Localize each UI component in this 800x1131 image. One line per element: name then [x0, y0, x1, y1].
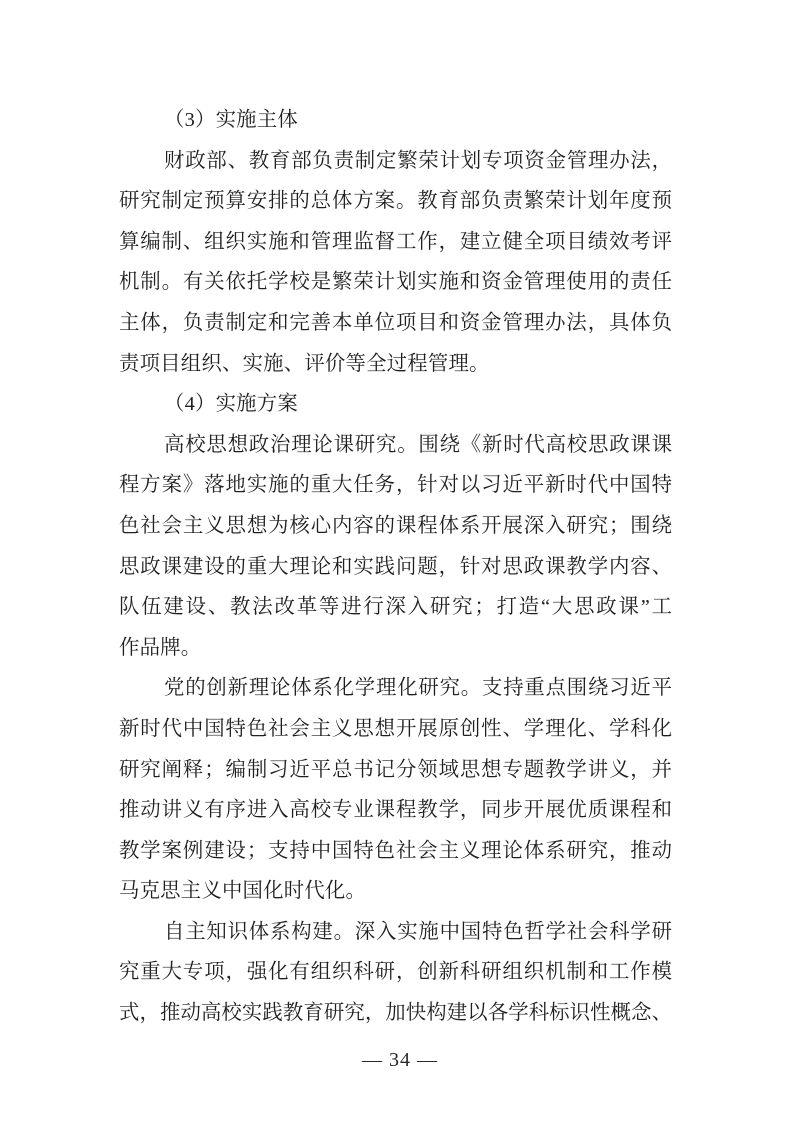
section-heading: （3）实施主体 [164, 109, 298, 131]
text-line: 作品牌。 [119, 636, 202, 659]
text-line: 新时代中国特色社会主义思想开展原创性、学理化、学科化 [119, 717, 672, 740]
page-number: — 34 — [362, 1049, 438, 1071]
text-line: 究重大专项，强化有组织科研，创新科研组织机制和工作模 [119, 961, 672, 984]
text-line: 责项目组织、实施、评价等全过程管理。 [119, 352, 490, 375]
text-line: 程方案》落地实施的重大任务，针对以习近平新时代中国特 [119, 474, 672, 497]
text-line: 式，推动高校实践教育研究，加快构建以各学科标识性概念、 [119, 1002, 672, 1025]
section-heading: （4）实施方案 [164, 393, 298, 416]
text-line: 马克思主义中国化时代化。 [119, 880, 367, 903]
text-line: 党的创新理论体系化学理化研究。支持重点围绕习近平 [164, 677, 672, 700]
text-line: 思政课建设的重大理论和实践问题，针对思政课教学内容、 [119, 555, 672, 578]
text-line: 队伍建设、教法改革等进行深入研究；打造“大思政课”工 [119, 596, 672, 619]
text-line: 机制。有关依托学校是繁荣计划实施和资金管理使用的责任 [119, 271, 672, 294]
text-line: 财政部、教育部负责制定繁荣计划专项资金管理办法， [164, 149, 672, 172]
text-line: 研究阐释；编制习近平总书记分领域思想专题教学讲义，并 [119, 758, 672, 781]
document-body [119, 100, 672, 1034]
text-line: 推动讲义有序进入高校专业课程教学，同步开展优质课程和 [119, 799, 672, 822]
text-line: 研究制定预算安排的总体方案。教育部负责繁荣计划年度预 [119, 190, 672, 213]
text-line: 主体，负责制定和完善本单位项目和资金管理办法，具体负 [119, 311, 672, 334]
text-line: 色社会主义思想为核心内容的课程体系开展深入研究；围绕 [119, 514, 672, 537]
text-line: 教学案例建设；支持中国特色社会主义理论体系研究，推动 [119, 839, 672, 862]
text-line: 自主知识体系构建。深入实施中国特色哲学社会科学研 [164, 920, 672, 943]
text-line: 算编制、组织实施和管理监督工作，建立健全项目绩效考评 [119, 230, 672, 253]
text-line: 高校思想政治理论课研究。围绕《新时代高校思政课课 [164, 433, 672, 456]
